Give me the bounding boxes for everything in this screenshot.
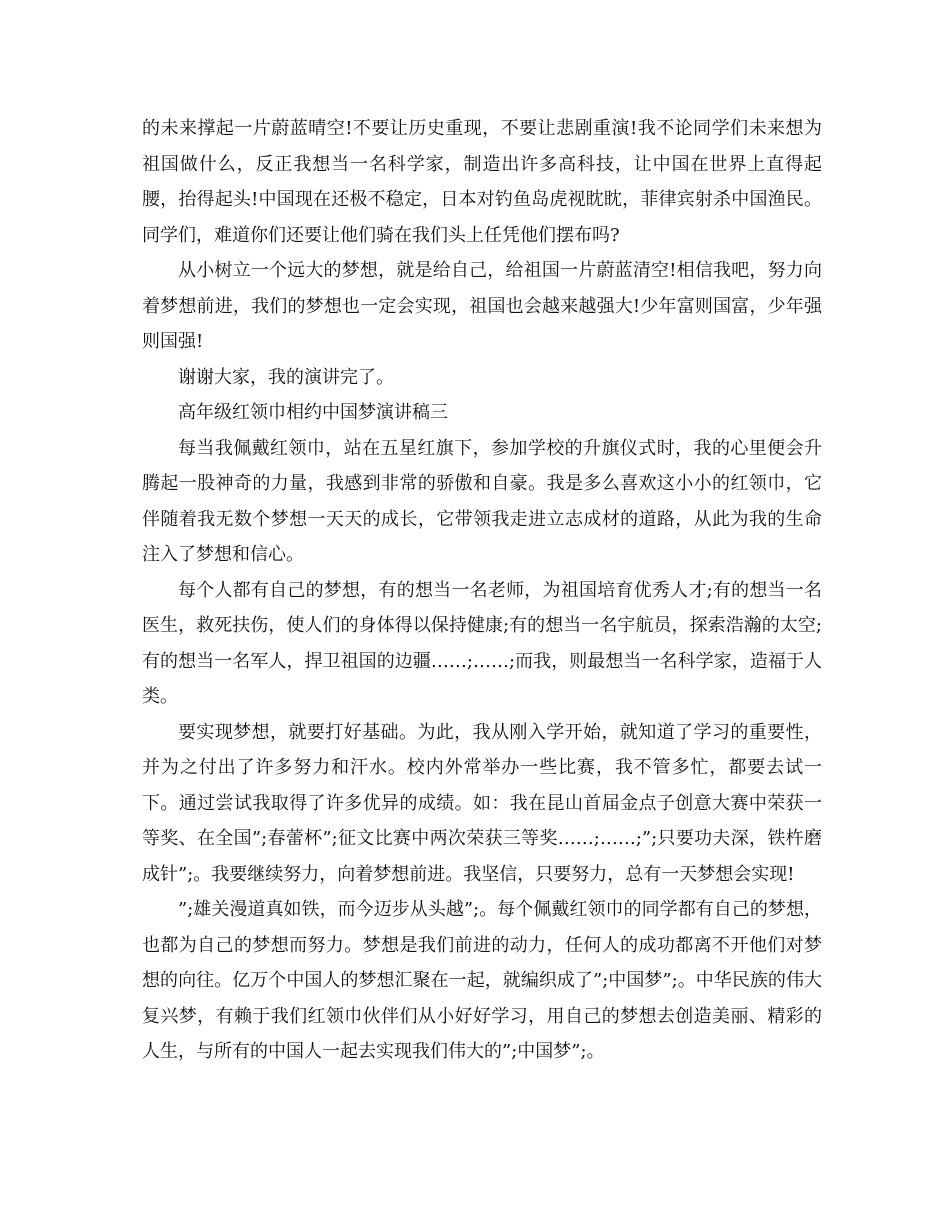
- paragraph: 谢谢大家，我的演讲完了。: [178, 366, 394, 388]
- paragraph: 每个人都有自己的梦想，有的想当一名老师，为祖国培育优秀人才;有的想当一名医生，救死扶伤，使人们的身体得以保持健康;有的想当一名宇航员，探索浩瀚的太空;有的想当一名军人，捍卫祖国的边疆……;……;而我，则最想当一名科学家，造福于人类。: [142, 579, 822, 707]
- paragraph: 每当我佩戴红领巾，站在五星红旗下，参加学校的升旗仪式时，我的心里便会升腾起一股神奇的力量，我感到非常的骄傲和自豪。我是多么喜欢这小小的红领巾，它伴随着我无数个梦想一天天的成长，它带领我走进立志成材的道路，从此为我的生命注入了梦想和信心。: [142, 437, 822, 565]
- paragraph: ”;雄关漫道真如铁，而今迈步从头越”;。每个佩戴红领巾的同学都有自己的梦想，也都为自己的梦想而努力。梦想是我们前进的动力，任何人的成功都离不开他们对梦想的向往。亿万个中国人的梦想汇聚在一起，就编织成了”;中国梦”;。中华民族的伟大复兴梦，有赖于我们红领巾伙伴们从小好好学习，用自己的梦想去创造美丽、精彩的人生，与所有的中国人一起去实现我们伟大的”;中国梦”;。: [142, 899, 822, 1062]
- document-body: [142, 111, 822, 1070]
- paragraph: 从小树立一个远大的梦想，就是给自己，给祖国一片蔚蓝清空!相信我吧，努力向着梦想前进，我们的梦想也一定会实现，祖国也会越来越强大!少年富则国富，少年强则国强!: [142, 260, 822, 352]
- section-heading: 高年级红领巾相约中国梦演讲稿三: [178, 402, 448, 423]
- paragraph: 要实现梦想，就要打好基础。为此，我从刚入学开始，就知道了学习的重要性，并为之付出了许多努力和汗水。校内外常举办一些比赛，我不管多忙，都要去试一下。通过尝试我取得了许多优异的成绩。如：我在昆山首届金点子创意大赛中荣获一等奖、在全国”;春蕾杯”;征文比赛中两次荣获三等奖……;……;”;只要功夫深，铁杵磨成针”;。我要继续努力，向着梦想前进。我坚信，只要努力，总有一天梦想会实现!: [142, 721, 822, 885]
- paragraph: 的未来撑起一片蔚蓝晴空!不要让历史重现，不要让悲剧重演!我不论同学们未来想为祖国做什么，反正我想当一名科学家，制造出许多高科技，让中国在世界上直得起腰，抬得起头!中国现在还极不稳定，日本对钓鱼岛虎视眈眈，菲律宾射杀中国渔民。同学们，难道你们还要让他们骑在我们头上任凭他们摆布吗?: [142, 118, 822, 246]
